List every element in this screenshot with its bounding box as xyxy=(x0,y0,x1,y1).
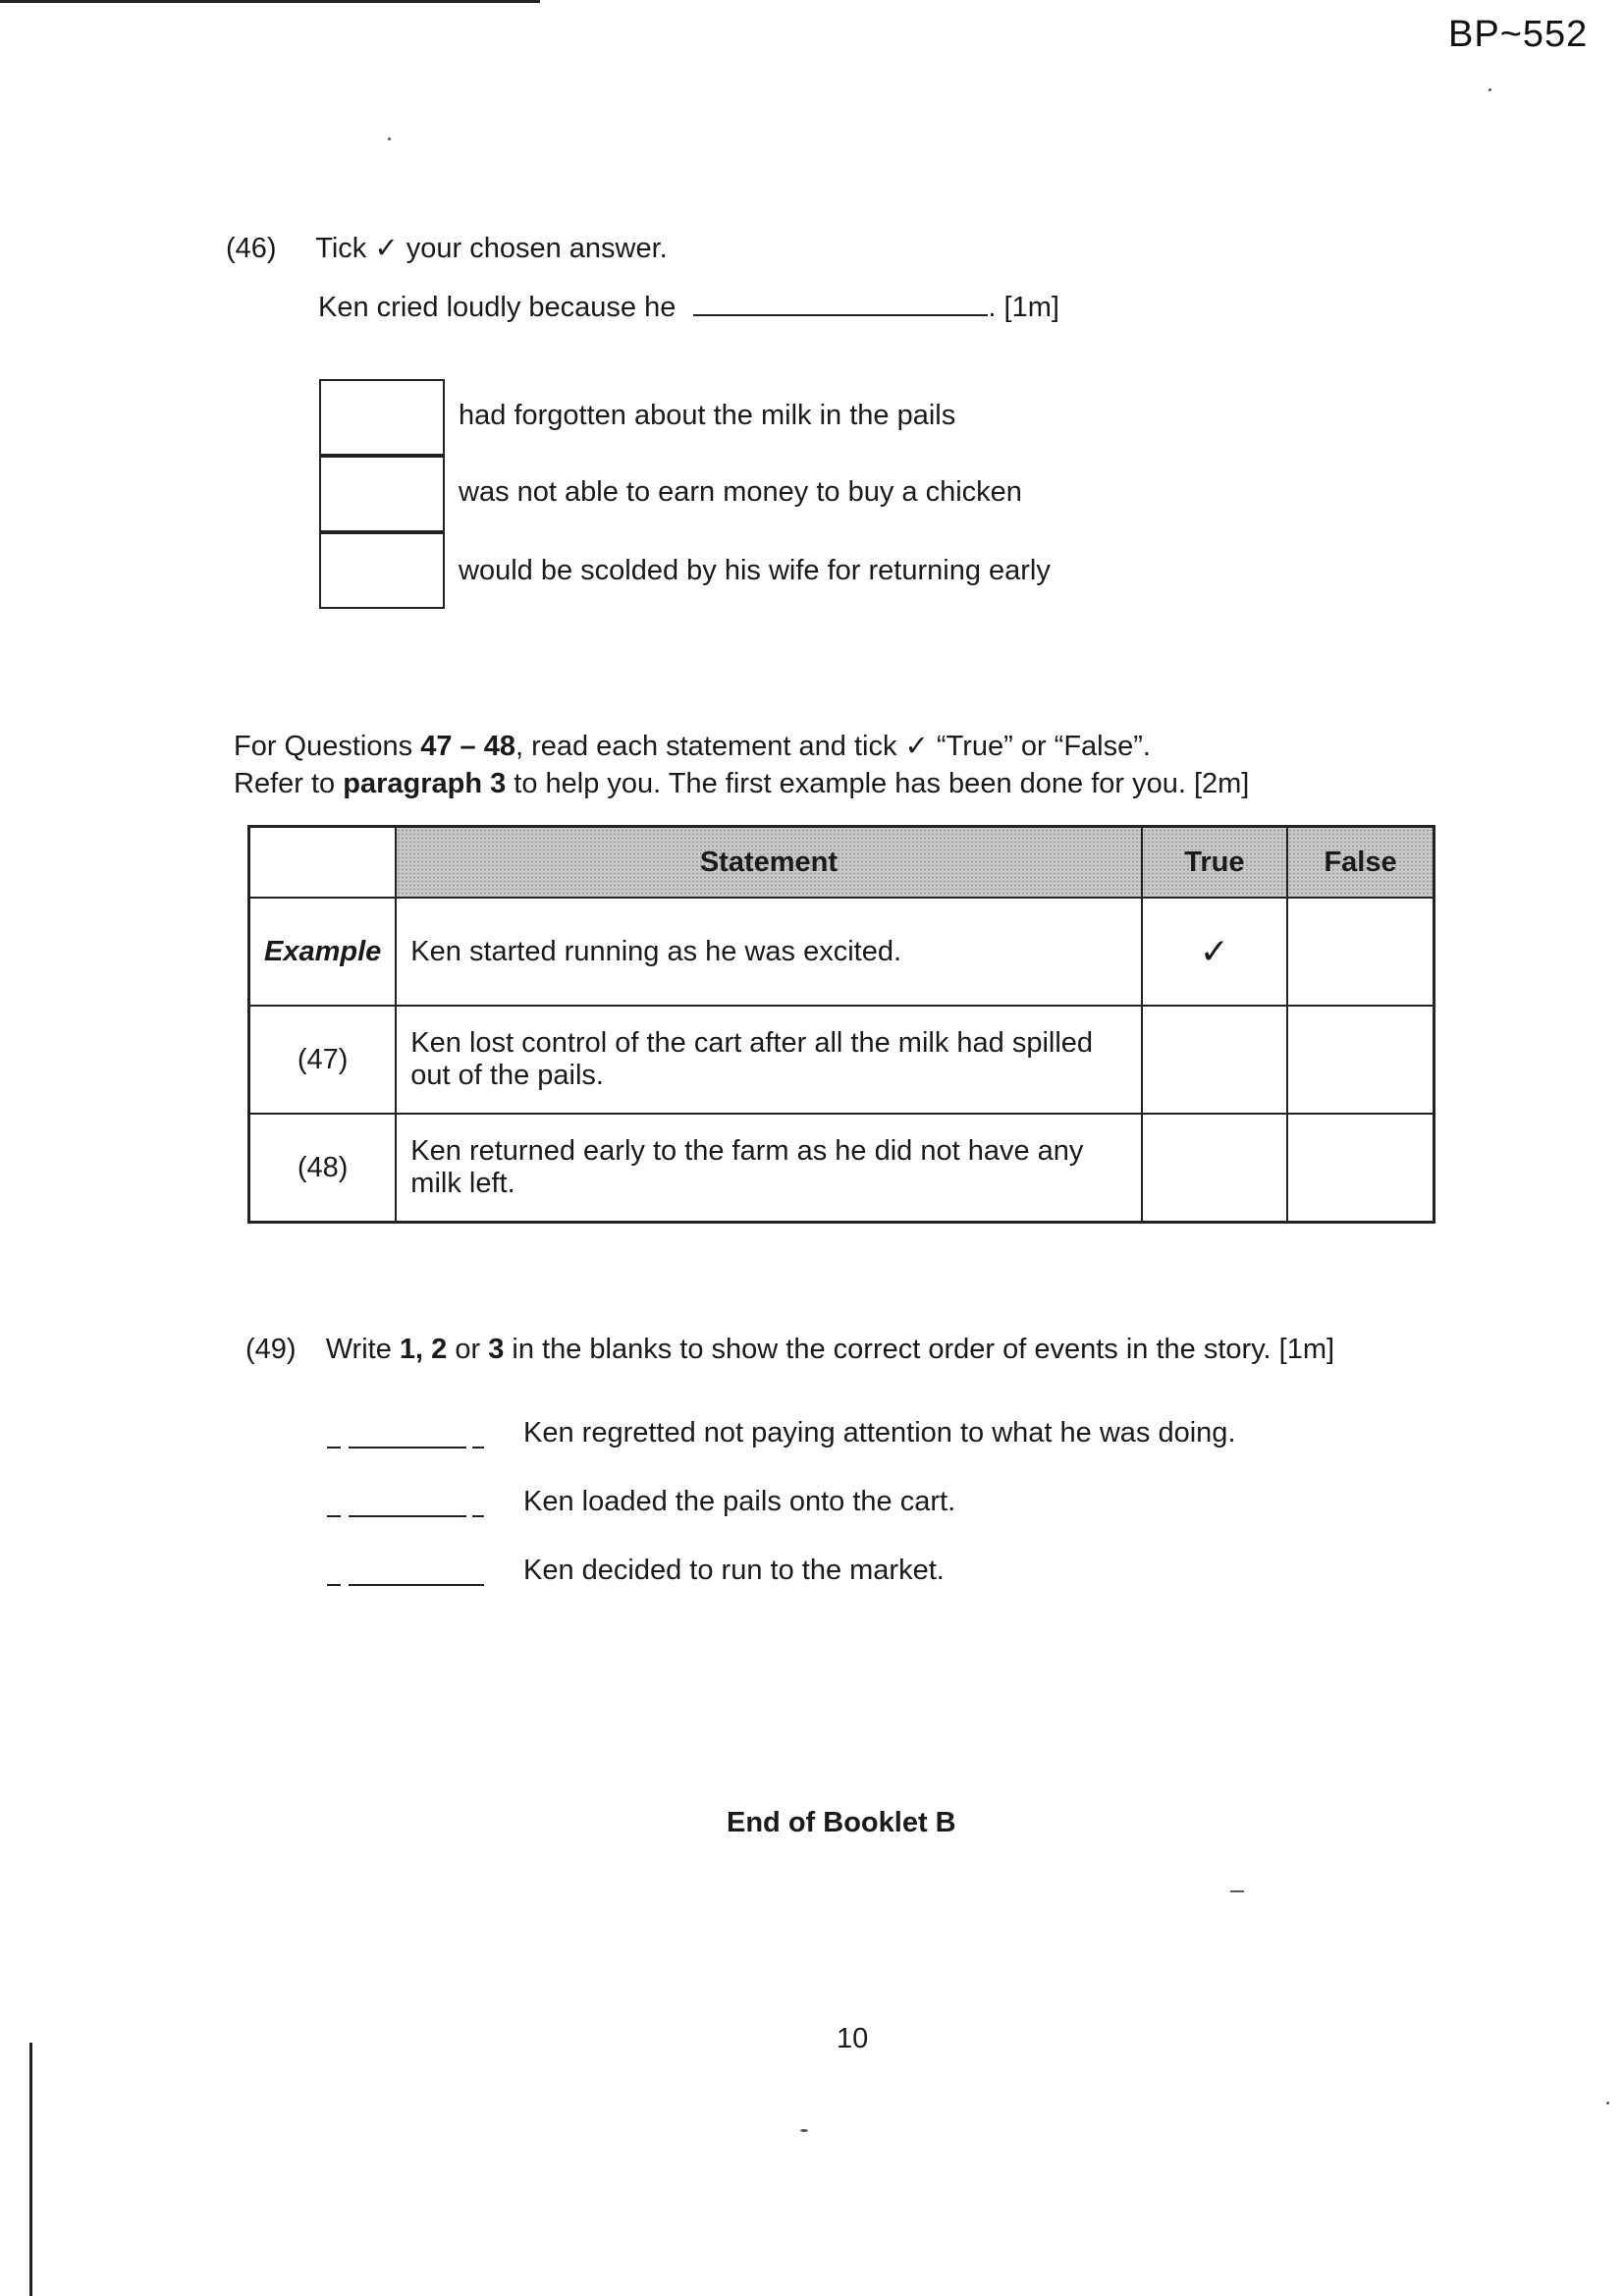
q47-48-instruction-line1 xyxy=(234,729,1151,763)
q46-stem-line xyxy=(318,292,1059,324)
false-checkbox-cell[interactable] xyxy=(1287,1114,1434,1223)
header-statement: Statement xyxy=(396,827,1141,899)
q49-text-c: in the blanks to show the correct order of events in the story. [1m] xyxy=(512,1334,1335,1365)
q49-event-1: Ken regretted not paying attention to what he was doing. xyxy=(523,1417,1236,1449)
q49-text-a: Write xyxy=(325,1334,392,1365)
table-row-48 xyxy=(249,1114,1435,1223)
row-statement: Ken lost control of the cart after all the milk had spilled out of the pails. xyxy=(396,1006,1141,1114)
q46-option-2-checkbox[interactable] xyxy=(319,456,445,532)
scan-speck xyxy=(1489,88,1491,91)
intro-text: For Questions xyxy=(234,731,413,762)
table-row-47 xyxy=(249,1006,1435,1114)
scan-speck xyxy=(800,2129,808,2132)
row-label: (47) xyxy=(249,1006,397,1114)
page-number: 10 xyxy=(837,2023,869,2054)
q49-blank-2[interactable] xyxy=(327,1493,484,1525)
row-label: Example xyxy=(249,898,397,1006)
true-checkbox-cell[interactable]: ✓ xyxy=(1142,898,1288,1006)
true-checkbox-cell[interactable] xyxy=(1142,1006,1288,1114)
paragraph-reference: paragraph 3 xyxy=(343,768,507,799)
left-edge-line xyxy=(29,2043,32,2296)
true-checkbox-cell[interactable] xyxy=(1142,1114,1288,1223)
q49-blank-1[interactable] xyxy=(327,1424,484,1456)
q46-option-1-label: had forgotten about the milk in the pails xyxy=(459,400,956,431)
q49-bold-number-3: 3 xyxy=(488,1334,505,1365)
q46-option-3-label: would be scolded by his wife for returning early xyxy=(459,555,1051,586)
scan-speck xyxy=(388,137,391,140)
q49-event-3: Ken decided to run to the market. xyxy=(523,1555,945,1586)
question-range: 47 – 48 xyxy=(420,731,515,762)
table-row-example xyxy=(249,898,1435,1006)
q49-number: (49) xyxy=(245,1334,297,1365)
false-checkbox-cell[interactable] xyxy=(1287,898,1434,1006)
q49-event-2: Ken loaded the pails onto the cart. xyxy=(523,1486,956,1517)
row-statement: Ken returned early to the farm as he did not have any milk left. xyxy=(396,1114,1141,1223)
intro-refer-text: Refer to xyxy=(234,768,336,799)
q49-bold-numbers: 1, 2 xyxy=(399,1334,448,1365)
q46-marks: . [1m] xyxy=(988,292,1059,323)
false-checkbox-cell[interactable] xyxy=(1287,1006,1434,1114)
q46-answer-blank[interactable] xyxy=(693,314,988,316)
intro-text-2: , read each statement and tick xyxy=(514,731,897,762)
table-header-row xyxy=(249,827,1435,899)
header-blank-cell xyxy=(249,827,397,899)
q46-instruction-post: your chosen answer. xyxy=(406,233,668,264)
top-edge-line xyxy=(0,0,540,3)
q47-48-instruction-line2 xyxy=(234,768,1249,800)
tick-icon: ✓ xyxy=(904,729,929,762)
end-of-booklet: End of Booklet B xyxy=(727,1807,956,1838)
q46-stem: Ken cried loudly because he xyxy=(318,292,677,323)
tick-icon: ✓ xyxy=(374,231,399,264)
q46-number: (46) xyxy=(226,233,277,264)
document-code: BP~552 xyxy=(1448,14,1589,55)
q46-instruction-pre: Tick xyxy=(315,233,367,264)
header-false: False xyxy=(1287,827,1434,899)
row-statement: Ken started running as he was excited. xyxy=(396,898,1141,1006)
q46-option-3-checkbox[interactable] xyxy=(319,532,445,609)
scan-speck xyxy=(1606,2102,1609,2105)
q46-instruction xyxy=(226,231,668,265)
row-label: (48) xyxy=(249,1114,397,1223)
q49-text-b: or xyxy=(455,1334,481,1365)
true-false-table xyxy=(247,825,1435,1224)
q46-option-1-checkbox[interactable] xyxy=(319,379,445,456)
intro-refer-text-2: to help you. The first example has been done for you. [2m] xyxy=(514,768,1250,799)
scan-speck xyxy=(1230,1890,1244,1892)
header-true: True xyxy=(1142,827,1288,899)
intro-text-3: “True” or “False”. xyxy=(936,731,1151,762)
q49-instruction xyxy=(245,1334,1334,1366)
q46-option-2-label: was not able to earn money to buy a chicken xyxy=(459,476,1022,508)
q49-blank-3[interactable] xyxy=(327,1561,484,1594)
